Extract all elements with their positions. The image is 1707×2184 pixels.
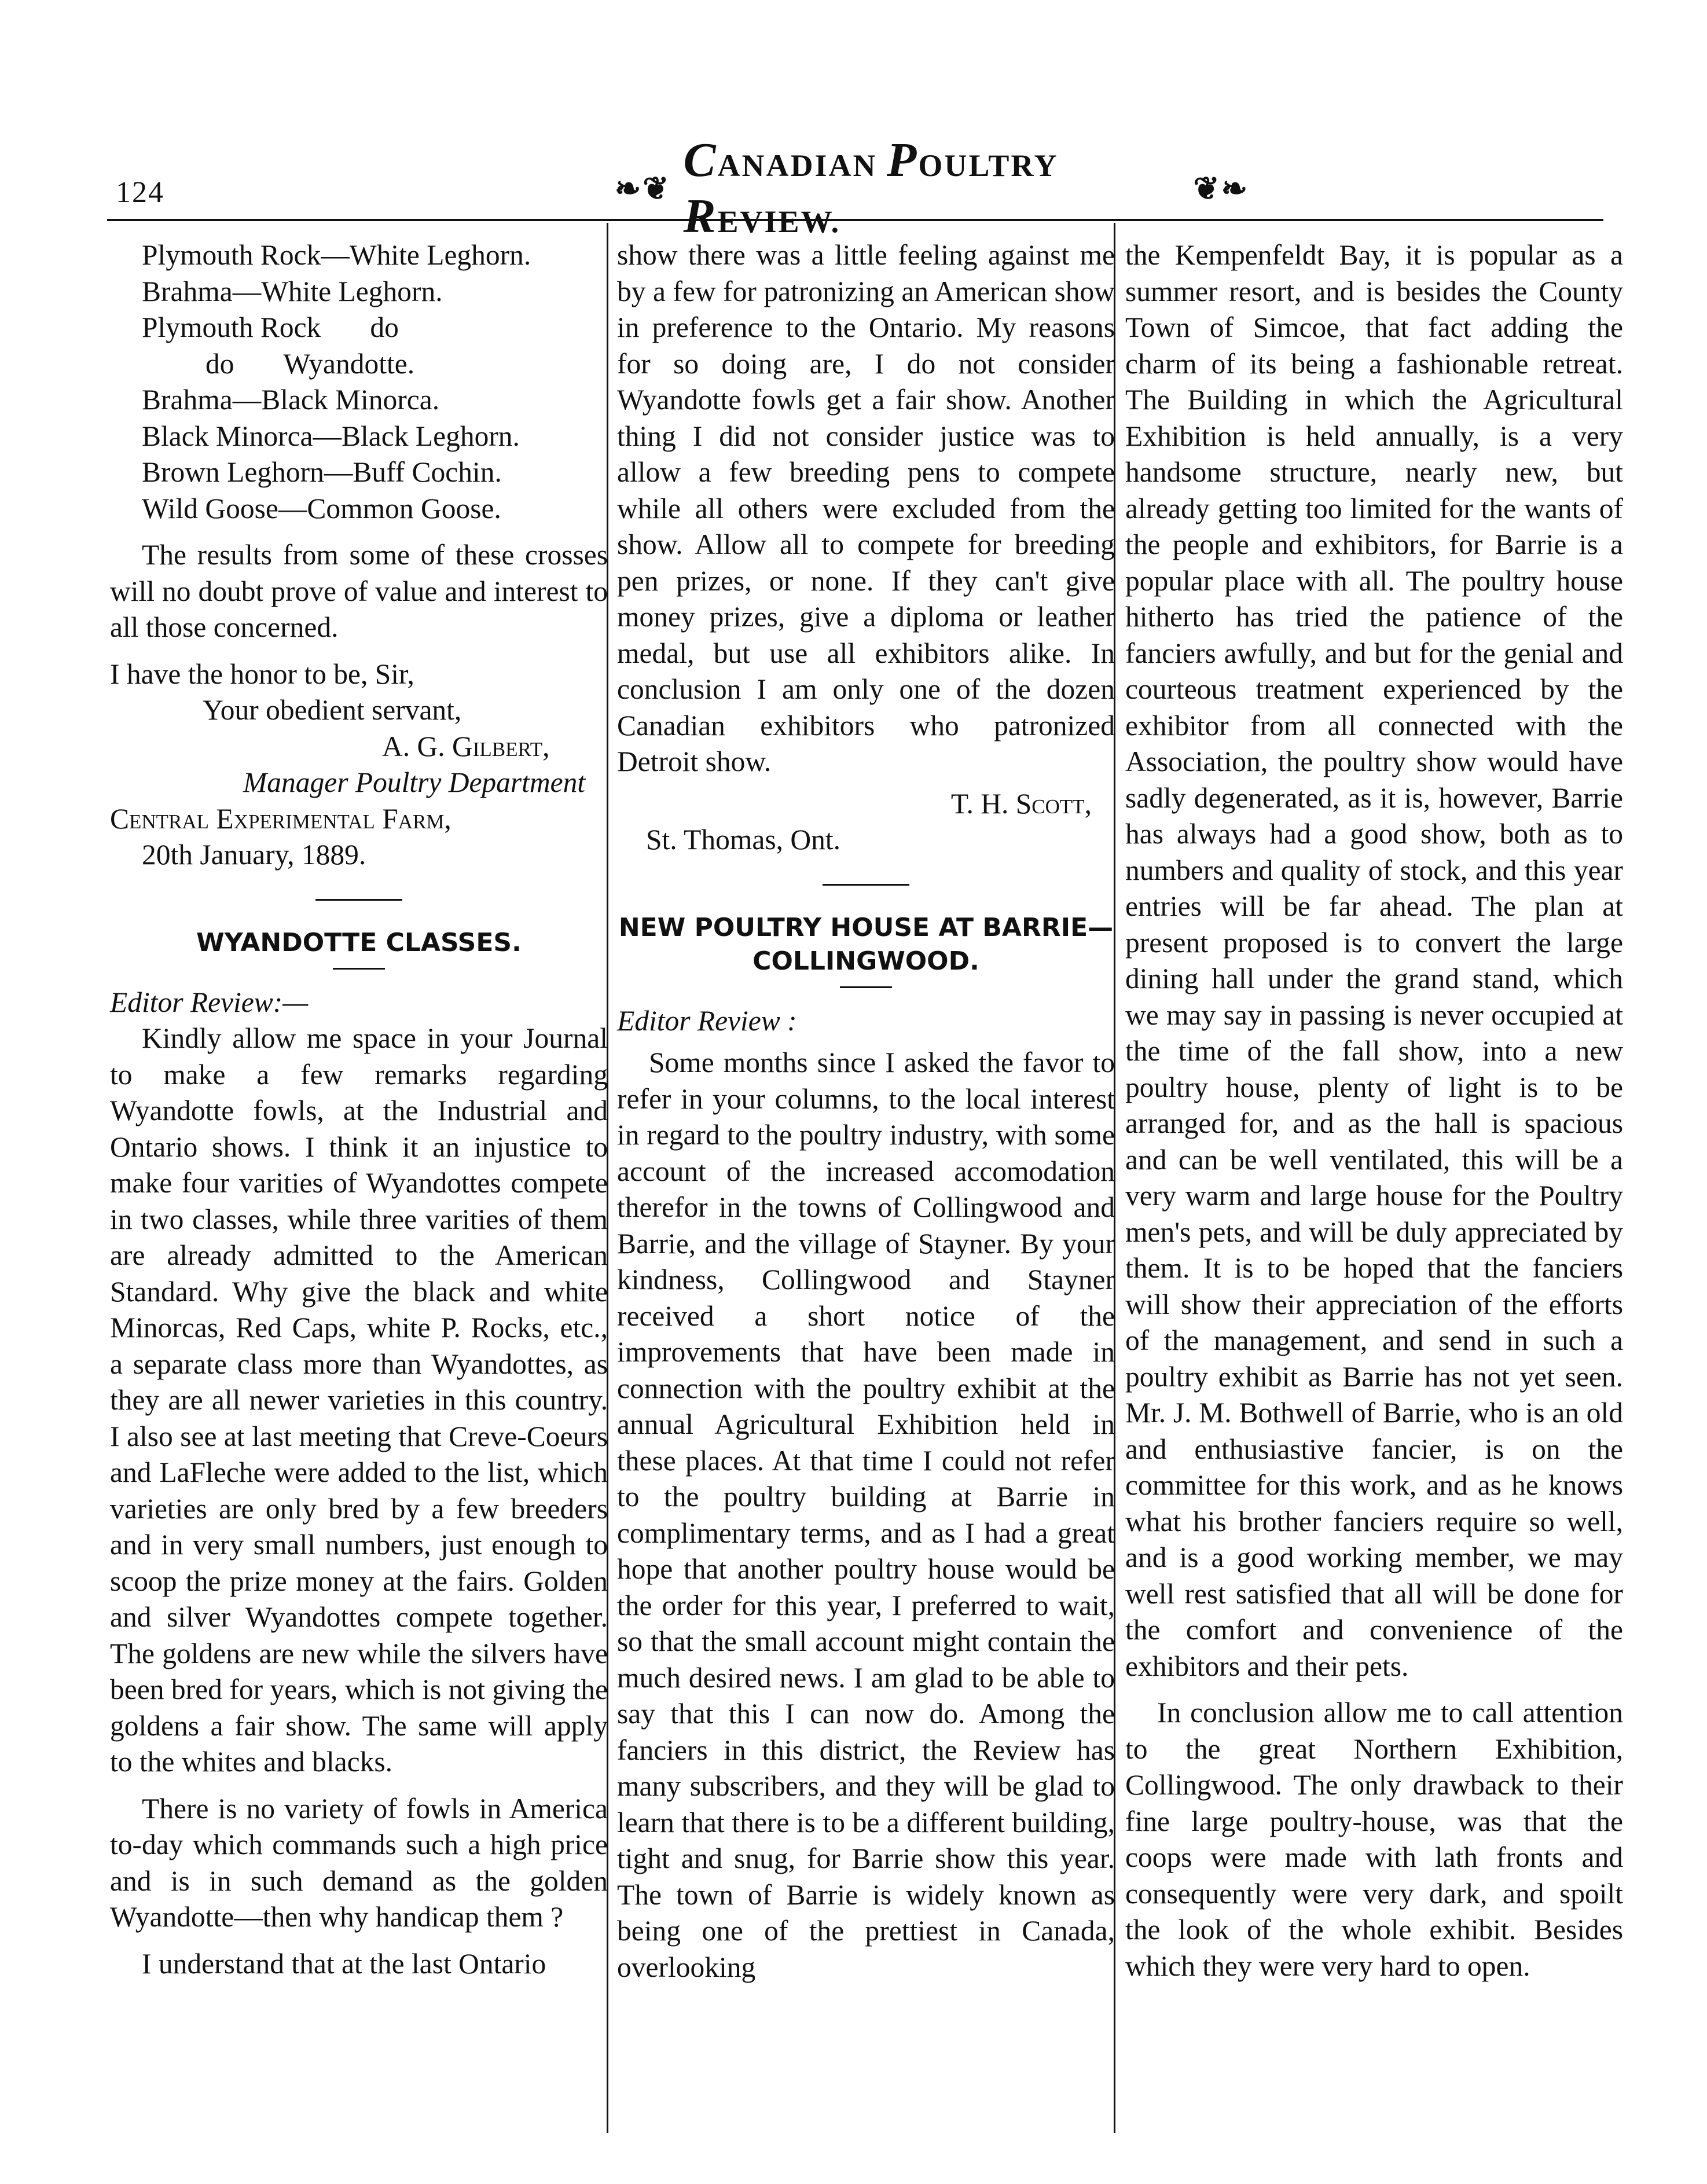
cross-line: Brown Leghorn—Buff Cochin. [142,456,502,488]
masthead [602,133,1262,243]
paragraph: In conclusion allow me to call attention to the great Northern Exhibition, Collingwood. The only drawback to their fine large poultry-house, was that the coops were made with lath fronts and consequently were very dark, and spoilt the look of the whole exhibit. Besides which they were very hard to open. [1125,1697,1623,1982]
salutation: Editor Review : [617,1004,797,1037]
article-heading: NEW POULTRY HOUSE AT BARRIE—COLLINGWOOD. [618,912,1114,976]
letter-signature: T. H. Scott, [950,787,1092,820]
signatory-affiliation: Central Experimental Farm, [110,802,451,835]
letter-location: St. Thomas, Ont. [646,824,840,856]
cross-line: do Wyandotte. [205,347,415,380]
page-number: 124 [116,176,164,209]
paragraph: I understand that at the last Ontario [142,1947,546,1980]
letter-closing: Your obedient servant, [203,694,462,726]
heading-rule [840,986,892,988]
header-rule [107,219,1603,221]
letter-signature: A. G. Gilbert, [382,730,550,762]
cross-line: Brahma—Black Minorca. [142,384,440,416]
masthead-title: CANADIAN POULTRY REVIEW. [683,133,1058,243]
paragraph: Some months since I asked the favor to refer in your columns, to the local interest in regard to the poultry industry, with some account of the increased accomodation therefor in the towns of Collingwood and Barrie, and the village of Stayner. By your kindness, Collingwood and Stayner received a short notice of the improvements that have been made in connection with the poultry exhibit at the annual Agricultural Exhibition held in these places. At that time I could not refer to the poultry building at Barrie in complimentary terms, and as I had a great hope that another poultry house would be the order for this year, I preferred to wait, so that the small account might contain the much desired news. I am glad to be able to say that this I can now do. Among the fanciers in this district, the Review has many subscribers, and they will be glad to learn that there is to be a different building, tight and snug, for Barrie show this year. The town of Barrie is widely known as being one of the prettiest in Canada, overlooking [617,1047,1115,1983]
paragraph: The results from some of these crosses will no doubt prove of value and interest to all those concerned. [110,539,608,643]
article-heading: WYANDOTTE CLASSES. [196,927,522,957]
column-2 [617,237,1115,2124]
letter-date: 20th January, 1889. [142,839,366,871]
salutation: Editor Review:— [110,986,309,1018]
cross-line: Wild Goose—Common Goose. [142,492,501,524]
masthead-ornament-right-icon: ❦❧ [1193,171,1249,206]
cross-line: Plymouth Rock—White Leghorn. [142,239,531,271]
section-divider [823,884,909,886]
letter-closing: I have the honor to be, Sir, [110,658,414,690]
heading-rule [333,968,385,970]
paragraph: Kindly allow me space in your Journal to make a few remarks regarding Wyandotte fowls, at the Industrial and Ontario shows. I think it an injustice to make four varities of Wyandottes compete in two classes, while three varities of them are already admitted to the American Standard. Why give the black and white Minorcas, Red Caps, white P. Rocks, etc., a separate class more than Wyandottes, as they are all newer varieties in this country. I also see at last meeting that Creve-Coeurs and LaFleche were added to the list, which varieties are only bred by a few breeders and in very small numbers, just enough to scoop the prize money at the fairs. Golden and silver Wyandottes compete together. The goldens are new while the silvers have been bred for years, which is not giving the goldens a fair show. The same will apply to the whites and blacks. [110,1022,608,1778]
paragraph: the Kempenfeldt Bay, it is popular as a summer resort, and is besides the County Town of Simcoe, that fact adding the charm of its being a fashionable retreat. The Building in which the Agricultural Exhibition is held annually, is a very handsome structure, nearly new, but already getting too limited for the wants of the people and exhibitors, for Barrie is a popular place with all. The poultry house hitherto has tried the patience of the fanciers awfully, and but for the genial and courteous treatment experienced by the exhibitor from all connected with the Association, the poultry show would have sadly degenerated, as it is, however, Barrie has always had a good show, both as to numbers and quality of stock, and this year entries will be far ahead. The plan at present proposed is to convert the large dining hall under the grand stand, which we may say in passing is never occupied at the time of the fall show, into a new poultry house, plenty of light is to be arranged for, and as the hall is spacious and can be well ventilated, this will be a very warm and large house for the Poultry men's pets, and will be duly appreciated by them. It is to be hoped that the fanciers will show their appreciation of the efforts of the management, and send in such a poultry exhibit as Barrie has not yet seen. Mr. J. M. Bothwell of Barrie, who is an old and enthusiastive fancier, is on the committee for this work, and as he knows what his brother fanciers require so well, and is a good working member, we may well rest satisfied that all will be done for the comfort and convenience of the exhibitors and their pets. [1125,239,1623,1682]
column-1 [110,237,608,2124]
paragraph: There is no variety of fowls in America to-day which commands such a high price and is in such demand as the golden Wyandotte—then why handicap them ? [110,1792,608,1933]
section-divider [315,899,402,901]
cross-line: Plymouth Rock do [142,311,399,343]
signatory-title: Manager Poultry Department [243,766,586,798]
cross-line: Black Minorca—Black Leghorn. [142,420,520,452]
paragraph: show there was a little feeling against me by a few for patronizing an American show in preference to the Ontario. My reasons for so doing are, I do not consider Wyandotte fowls get a fair show. Another thing I did not consider justice was to allow a few breeding pens to compete while all others were excluded from the show. Allow all to compete for breeding pen prizes, or none. If they can't give money prizes, give a diploma or leather medal, but use all exhibitors alike. In conclusion I am only one of the dozen Canadian exhibitors who patronized Detroit show. [617,239,1115,777]
page-header [104,133,1609,243]
column-3 [1125,237,1623,2124]
masthead-ornament-left-icon: ❧❦ [615,171,671,206]
cross-line: Brahma—White Leghorn. [142,275,443,307]
